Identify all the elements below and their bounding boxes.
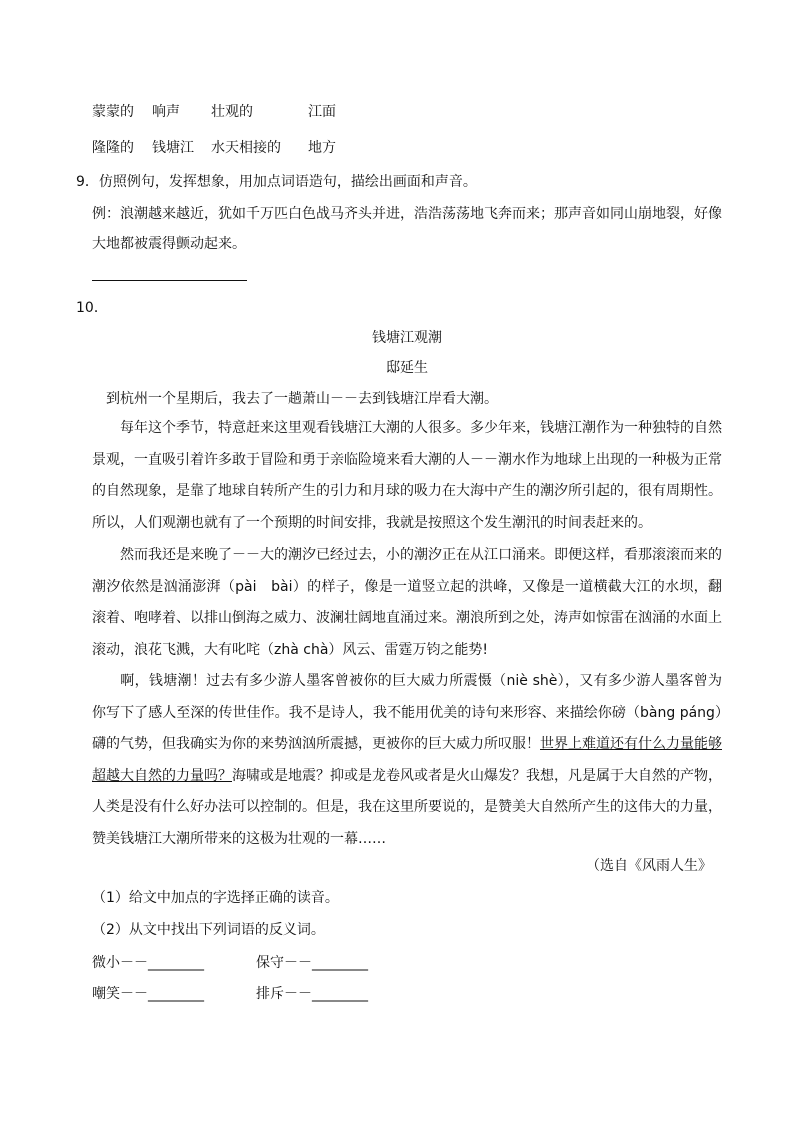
antonym-item [92, 953, 204, 973]
sub-question-2: （2）从文中找出下列词语的反义词。 [92, 922, 325, 938]
antonym-blank[interactable]: ________ [312, 986, 368, 1002]
word-item: 地方 [308, 140, 336, 156]
paragraph-text: 然而我还是来晚了－－大的潮汐已经过去，小的潮汐正在从江口涌来。即便这样，看那滚滚而来的潮汐依然是汹涌澎湃（pài bài）的样子，像是一道竖立起的洪峰，又像是一道横截大江的水坝，翻滚着、咆哮着、以排山倒海之威力、波澜壮阔地直涌过来。潮浪所到之处，涛声如惊雷在汹涌的水面上滚动，浪花飞溅，大有叱咤（zhà chà）风云、雷霆万钧之能势! [92, 547, 722, 658]
word-item: 响声 [152, 104, 180, 120]
word-item: 江面 [308, 104, 336, 120]
antonym-item [92, 984, 204, 1004]
word-item: 蒙蒙的 [92, 104, 134, 120]
antonym-blank[interactable]: ________ [148, 986, 204, 1002]
antonym-blank[interactable]: ________ [148, 955, 204, 971]
paragraph-text: 海啸或是地震？抑或是龙卷风或者是火山爆发？我想，凡是属于大自然的产物，人类是没有什么好办法可以控制的。但是，我在这里所要说的，是赞美大自然所产生的这伟大的力量，赞美钱塘江大潮所带来的这极为壮观的一幕…… [92, 767, 722, 847]
q9-example-line-2: 大地都被震得颤动起来。 [92, 236, 246, 252]
passage-author: 邸延生 [386, 360, 428, 376]
antonym-word: 排斥－－ [256, 986, 312, 1002]
passage-paragraph-1: 到杭州一个星期后，我去了一趟萧山－－去到钱塘江岸看大潮。 [106, 391, 498, 407]
antonym-item [256, 953, 368, 973]
passage-source: （选自《风雨人生》 [586, 858, 712, 874]
word-item: 隆隆的 [92, 140, 134, 156]
q10-number: 10． [76, 300, 108, 316]
sub-question-1: （1）给文中加点的字选择正确的读音。 [92, 890, 339, 906]
antonym-word: 微小－－ [92, 955, 148, 971]
antonym-word: 嘲笑－－ [92, 986, 148, 1002]
word-item: 水天相接的 [211, 140, 281, 156]
paragraph-text: 每年这个季节，特意赶来这里观看钱塘江大潮的人很多。多少年来，钱塘江潮作为一种独特的自然景观，一直吸引着许多敢于冒险和勇于亲临险境来看大潮的人－－潮水作为地球上出现的一种极为正常的自然现象，是靠了地球自转所产生的引力和月球的吸力在大海中产生的潮汐所引起的，很有周期性。所以，人们观潮也就有了一个预期的时间安排，我就是按照这个发生潮汛的时间表赶来的。 [92, 420, 722, 531]
passage-paragraph-4 [92, 666, 722, 855]
passage-title: 钱塘江观潮 [372, 330, 442, 346]
word-item: 壮观的 [211, 104, 253, 120]
antonym-item [256, 984, 368, 1004]
q9-answer-blank[interactable] [92, 280, 247, 281]
passage-paragraph-3 [92, 540, 722, 666]
q9-example-line-1: 例：浪潮越来越近，犹如千万匹白色战马齐头并进，浩浩荡荡地飞奔而来；那声音如同山崩地裂，好像 [92, 206, 722, 222]
q9-prompt: 9．仿照例句，发挥想象，用加点词语造句，描绘出画面和声音。 [76, 174, 477, 190]
antonym-word: 保守－－ [256, 955, 312, 971]
passage-paragraph-2 [92, 413, 722, 539]
underlined-sentence: 世界上难道还有什么力量能够超越大自然的力量吗？ [92, 736, 722, 784]
paragraph-text: 啊，钱塘潮！过去有多少游人墨客曾被你的巨大威力所震慑（niè shè），又有多少游人墨客曾为你写下了感人至深的传世佳作。我不是诗人，我不能用优美的诗句来形容、来描绘你磅（bàng páng）礴的气势，但我确实为你的来势汹汹所震撼，更被你的巨大威力所叹服！ [92, 673, 722, 752]
word-item: 钱塘江 [152, 140, 194, 156]
antonym-blank[interactable]: ________ [312, 955, 368, 971]
